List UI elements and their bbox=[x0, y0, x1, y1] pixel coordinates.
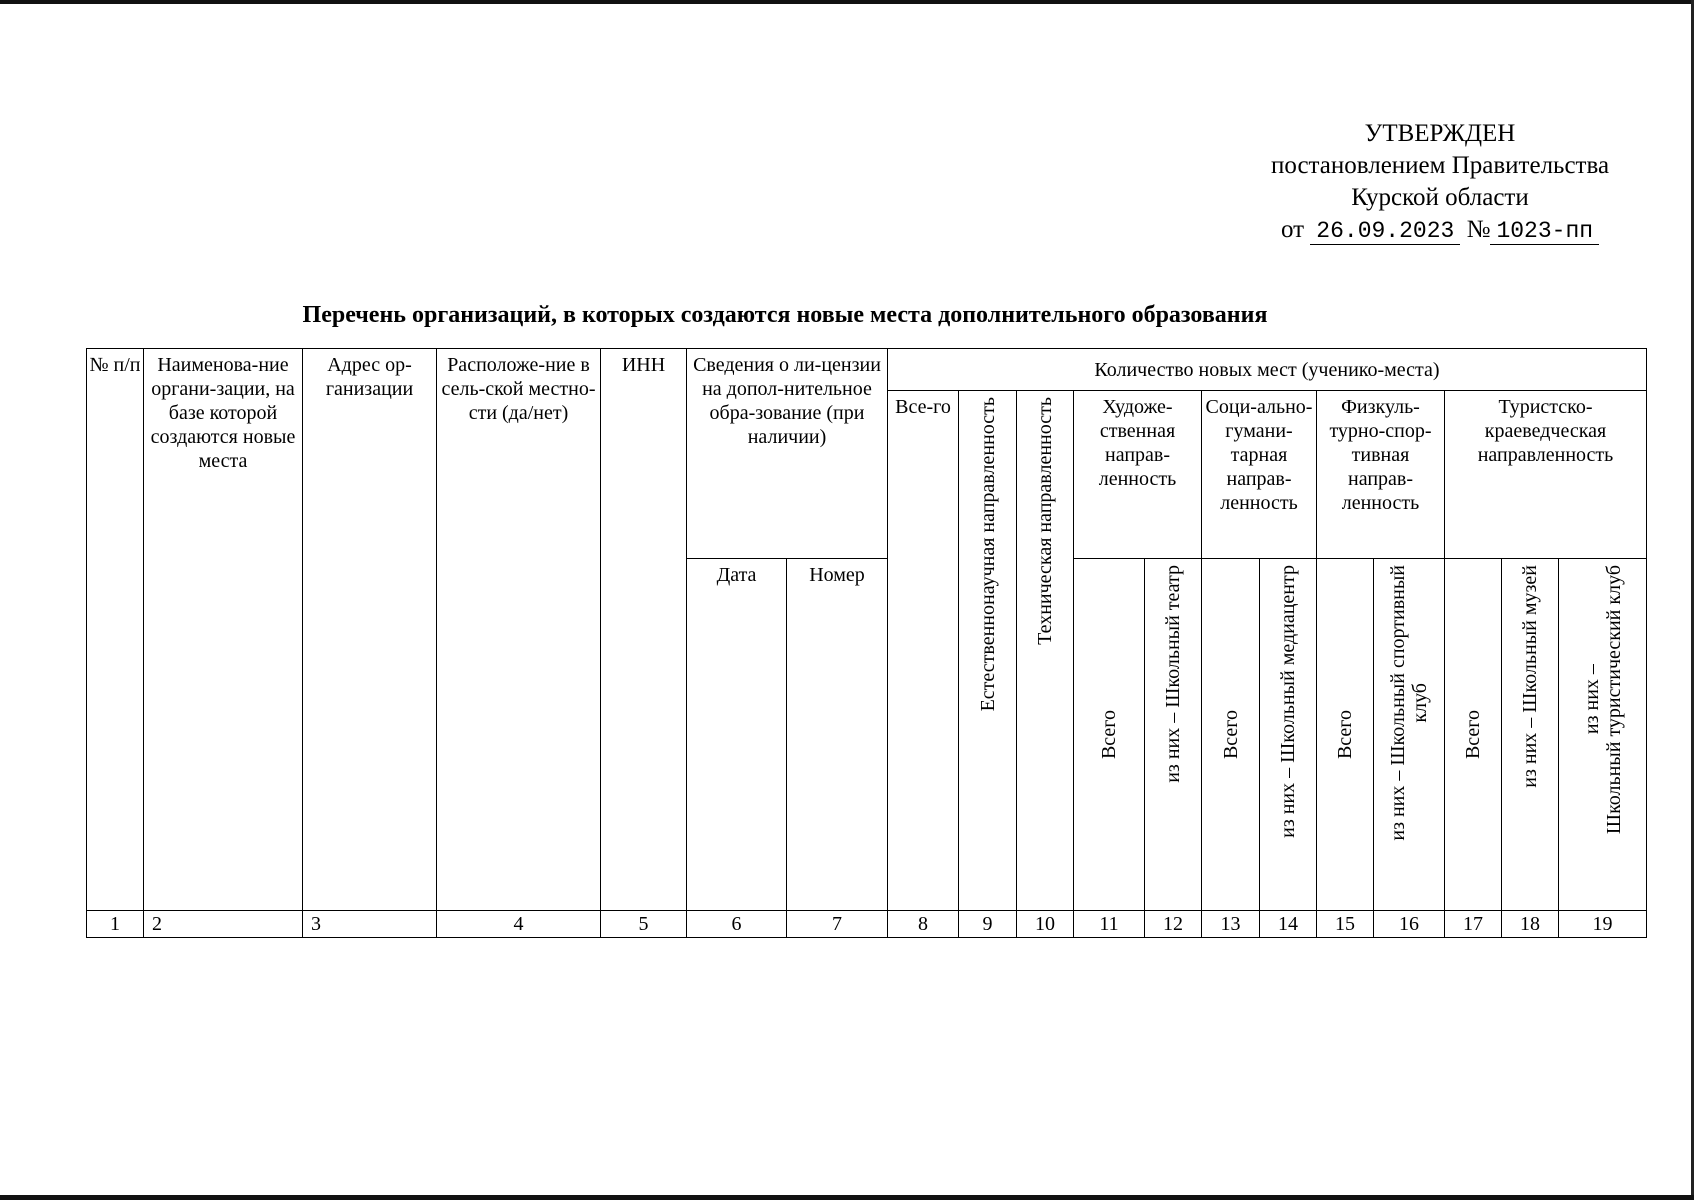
header-natural-science: Естественнонаучная направленность bbox=[959, 391, 1017, 911]
document-title: Перечень организаций, в которых создаются новые места дополнительного образования bbox=[302, 302, 1268, 328]
header-school-media-center: из них – Школьный медиацентр bbox=[1260, 559, 1317, 911]
column-number: 7 bbox=[787, 911, 888, 938]
header-total: Все-го bbox=[888, 391, 959, 911]
header-inn: ИНН bbox=[601, 349, 687, 911]
approval-line-region: Курской области bbox=[1351, 184, 1529, 211]
header-new-places: Количество новых мест (ученико-места) bbox=[888, 349, 1647, 391]
sport-club-line1: из них – Школьный спортивный bbox=[1387, 565, 1409, 841]
header-sport-total: Всего bbox=[1317, 559, 1374, 911]
header-school-sport-club bbox=[1374, 559, 1445, 911]
organizations-table bbox=[86, 348, 1647, 938]
approval-date-number bbox=[1230, 214, 1650, 246]
column-number: 17 bbox=[1445, 911, 1502, 938]
column-number: 8 bbox=[888, 911, 959, 938]
header-rural-location: Расположе-ние в сель-ской местно-сти (да/нет) bbox=[437, 349, 601, 911]
column-number: 3 bbox=[303, 911, 437, 938]
column-number: 5 bbox=[601, 911, 687, 938]
header-tourism-group: Туристско-краеведческая направленность bbox=[1445, 391, 1647, 559]
approval-line-approved: УТВЕРЖДЕН bbox=[1364, 120, 1516, 147]
header-social-total: Всего bbox=[1202, 559, 1260, 911]
scan-edge-bottom bbox=[0, 1195, 1694, 1200]
sport-club-line2: клуб bbox=[1409, 683, 1431, 723]
column-number: 13 bbox=[1202, 911, 1260, 938]
header-art-total: Всего bbox=[1074, 559, 1145, 911]
column-number: 9 bbox=[959, 911, 1017, 938]
column-number: 18 bbox=[1502, 911, 1559, 938]
tourist-club-line2: Школьный туристический клуб bbox=[1602, 565, 1625, 835]
column-number: 12 bbox=[1145, 911, 1202, 938]
approval-line-resolution: постановлением Правительства bbox=[1270, 152, 1610, 179]
column-number: 14 bbox=[1260, 911, 1317, 938]
approval-block bbox=[1230, 118, 1650, 246]
column-number: 16 bbox=[1374, 911, 1445, 938]
approval-number: 1023-пп bbox=[1490, 218, 1599, 245]
header-tourism-total: Всего bbox=[1445, 559, 1502, 911]
column-number: 6 bbox=[687, 911, 787, 938]
header-org-address: Адрес ор-ганизации bbox=[303, 349, 437, 911]
header-license-date: Дата bbox=[687, 559, 787, 911]
column-number: 15 bbox=[1317, 911, 1374, 938]
column-number: 4 bbox=[437, 911, 601, 938]
tourist-club-line1: из них – bbox=[1580, 664, 1603, 735]
header-school-tourist-club bbox=[1559, 559, 1647, 911]
approval-date: 26.09.2023 bbox=[1310, 218, 1460, 245]
approval-date-prefix: от bbox=[1280, 216, 1305, 243]
header-technical: Техническая направленность bbox=[1017, 391, 1074, 911]
header-sport-group: Физкуль-турно-спор-тивная направ-ленность bbox=[1317, 391, 1445, 559]
header-school-museum: из них – Школьный музей bbox=[1502, 559, 1559, 911]
header-art-group: Художе-ственная направ-ленность bbox=[1074, 391, 1202, 559]
header-row-number: № п/п bbox=[87, 349, 144, 911]
approval-number-prefix: № bbox=[1466, 216, 1491, 243]
header-school-theatre: из них – Школьный театр bbox=[1145, 559, 1202, 911]
column-number: 2 bbox=[144, 911, 303, 938]
scan-edge-top bbox=[0, 0, 1694, 4]
header-license-info: Сведения о ли-цензии на допол-нительное обра-зование (при наличии) bbox=[687, 349, 888, 559]
column-number: 10 bbox=[1017, 911, 1074, 938]
column-number: 19 bbox=[1559, 911, 1647, 938]
column-number: 1 bbox=[87, 911, 144, 938]
header-social-group: Соци-ально-гумани-тарная направ-ленность bbox=[1202, 391, 1317, 559]
column-number-row bbox=[87, 911, 1647, 938]
header-org-name: Наименова-ние органи-зации, на базе которой создаются новые места bbox=[144, 349, 303, 911]
column-number: 11 bbox=[1074, 911, 1145, 938]
header-license-number: Номер bbox=[787, 559, 888, 911]
